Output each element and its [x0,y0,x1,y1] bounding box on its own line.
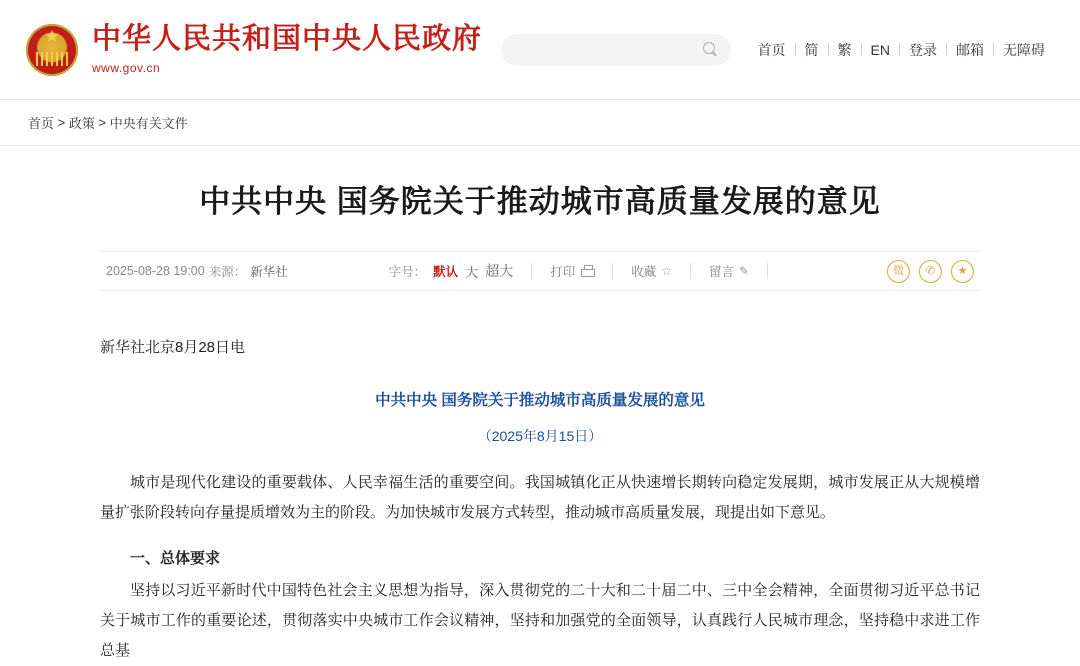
nav-item-login[interactable]: 登录 [909,41,937,58]
site-brand-url: www.gov.cn [92,61,161,76]
meta-center [389,261,786,281]
header-right [501,34,1054,66]
nav-item-accessibility[interactable]: 无障碍 [1003,41,1045,58]
fontsize-big-button[interactable]: 大 [465,264,479,280]
nav-item-simplified[interactable]: 简 [804,41,819,58]
favorite-button[interactable] [631,262,672,280]
inner-date: （2025年8月15日） [477,428,603,445]
breadcrumb-item-policy[interactable]: 政策 [68,116,95,131]
comment-label: 留言 [709,265,735,280]
print-label: 打印 [550,265,576,280]
header-nav [749,40,1054,60]
meta-divider [690,263,691,279]
site-brand-title: 中华人民共和国中央人民政府 [92,22,483,55]
nav-item-english[interactable]: EN [870,41,890,58]
pencil-icon: ✎ [739,264,750,279]
breadcrumb-item-central-documents[interactable]: 中央有关文件 [109,116,188,131]
site-header [0,0,1080,100]
fontsize-huge-button[interactable]: 超大 [485,263,514,280]
meta-divider [531,263,532,279]
weibo-share-icon[interactable]: 微 [887,260,910,283]
nav-item-mail[interactable]: 邮箱 [956,41,984,58]
dateline: 新华社北京8月28日电 [100,339,246,357]
paragraph: 坚持以习近平新时代中国特色社会主义思想为指导，深入贯彻党的二十大和二十届二中、三中全会精神，全面贯彻习近平总书记关于城市工作的重要论述，贯彻落实中央城市工作会议精神，坚持和加强党的全面领导，认真践行人民城市理念，坚持稳中求进工作总基 [100,582,980,660]
search-icon[interactable] [703,42,719,58]
source-label: 来源： [208,265,247,280]
fontsize-label: 字号： [388,265,427,280]
fontsize-default-button[interactable]: 默认 [433,265,459,280]
star-icon: ☆ [661,264,672,279]
meta-divider [767,263,768,279]
search-box[interactable] [501,34,731,66]
section-heading: 一、总体要求 [130,550,221,568]
comment-button[interactable] [709,262,749,280]
article-meta-bar [100,251,980,291]
article [100,146,980,666]
fontsize-control [389,261,514,281]
wechat-share-icon[interactable]: ✆ [919,260,942,283]
printer-icon [580,265,594,278]
breadcrumb-separator: > [54,115,69,130]
nav-item-home[interactable]: 首页 [757,41,786,58]
print-button[interactable] [550,262,594,280]
source-name[interactable]: 新华社 [250,265,288,280]
paragraph: 城市是现代化建设的重要载体、人民幸福生活的重要空间。我国城镇化正从快速增长期转向稳定发展期，城市发展正从大规模增量扩张阶段转向存量提质增效为主的阶段。为加快城市发展方式转型，推动城市高质量发展，现提出如下意见。 [100,474,980,522]
national-emblem-icon [26,24,78,76]
meta-divider [612,263,613,279]
favorite-share-icon[interactable]: ★ [951,260,974,283]
breadcrumb-item-home[interactable]: 首页 [28,116,55,131]
site-brand[interactable] [92,24,482,76]
nav-item-traditional[interactable]: 繁 [837,41,852,58]
page-title: 中共中央 国务院关于推动城市高质量发展的意见 [199,184,881,219]
share-group [887,260,974,283]
inner-title: 中共中央 国务院关于推动城市高质量发展的意见 [375,392,705,410]
breadcrumb-separator: > [94,115,110,130]
article-body [100,333,980,666]
search-input[interactable] [513,42,703,58]
breadcrumb [0,100,1080,146]
publish-datetime: 2025-08-28 19:00 [106,264,205,279]
favorite-label: 收藏 [631,265,657,280]
meta-left [106,262,288,280]
